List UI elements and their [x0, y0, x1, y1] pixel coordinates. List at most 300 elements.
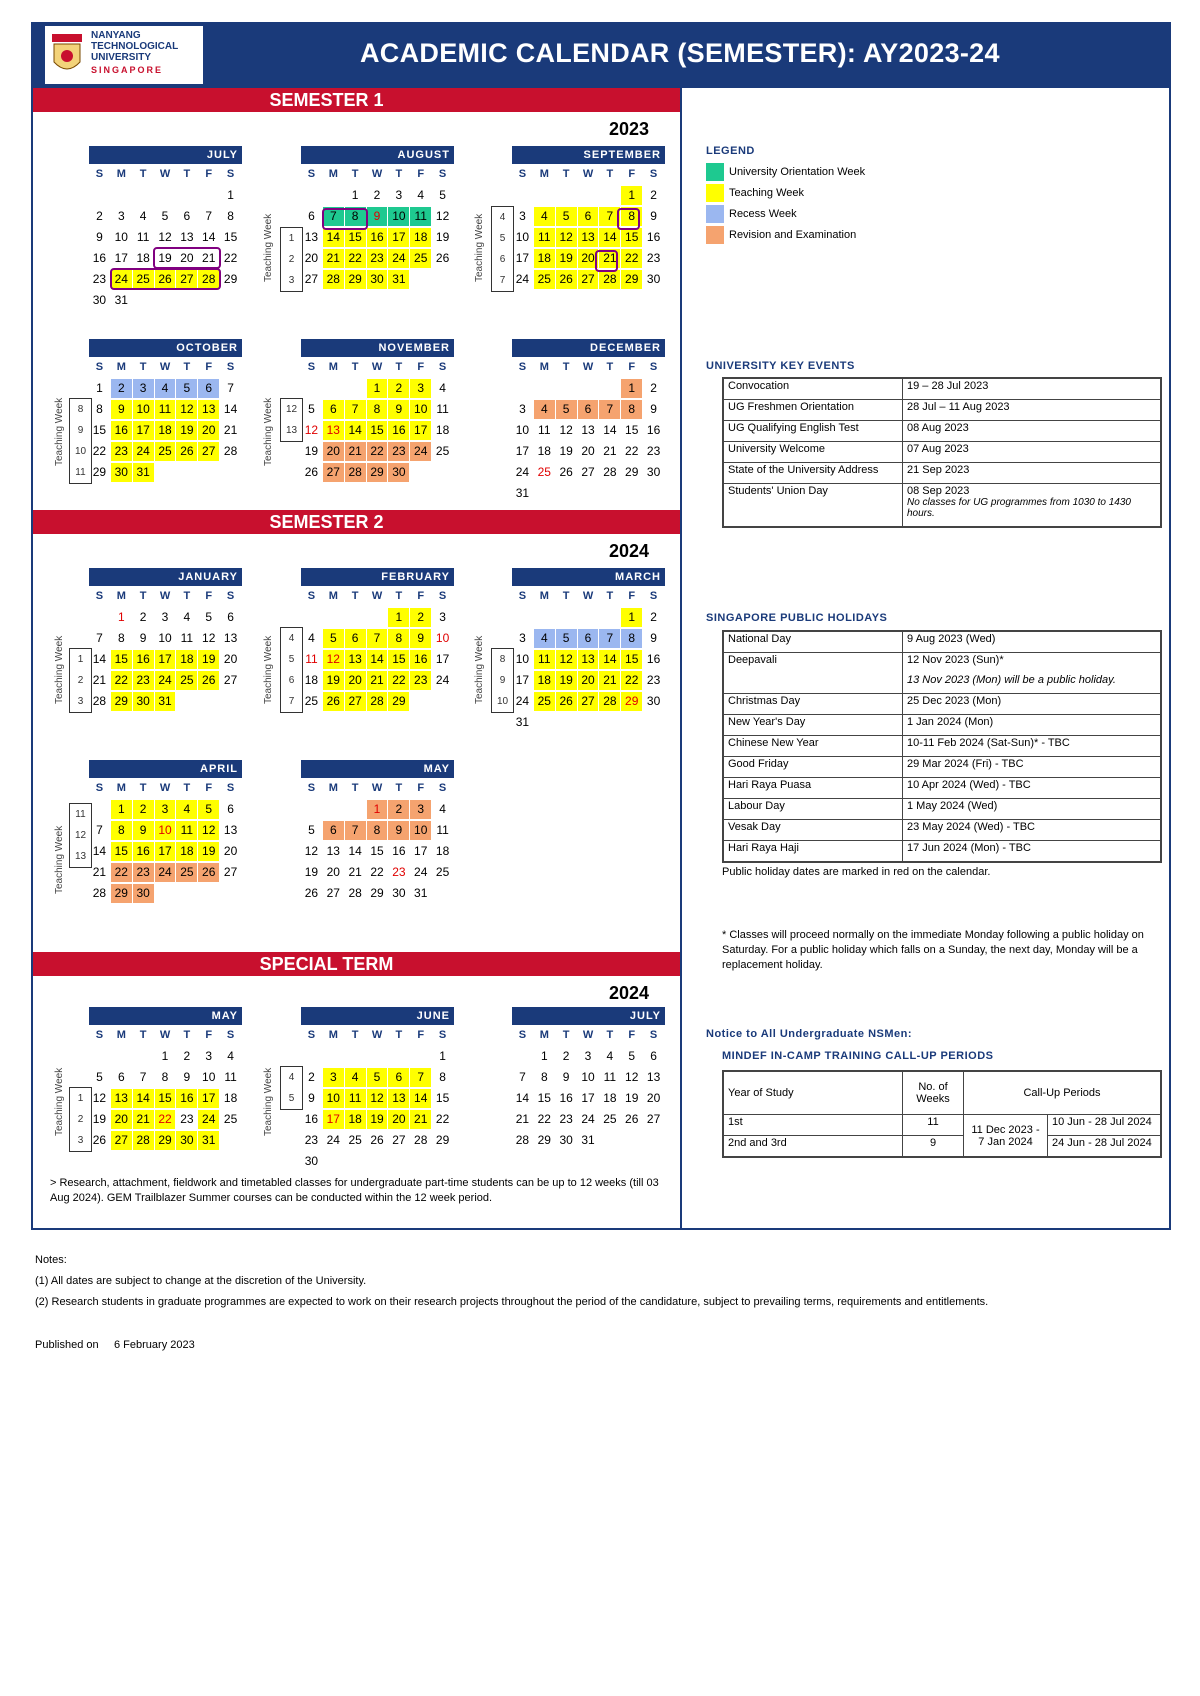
calendar-day: 12: [304, 844, 319, 858]
calendar-day: 12: [198, 821, 219, 840]
month-julST: [512, 1007, 665, 1151]
table-row: University Welcome 07 Aug 2023: [723, 442, 1161, 463]
calendar-day: 30: [388, 463, 409, 482]
calendar-day: 23: [133, 863, 154, 882]
calendar-day: 15: [111, 842, 132, 861]
teaching-week-numbers: 4 5 6 7: [491, 206, 514, 292]
weekday-header: F: [417, 590, 425, 602]
calendar-day: 15: [92, 423, 107, 437]
calendar-day: 15: [345, 228, 366, 247]
calendar-day: 13: [578, 228, 599, 247]
table-row: Convocation 19 – 28 Jul 2023: [723, 378, 1161, 400]
calendar-day: 17: [414, 844, 428, 858]
weekday-header: S: [518, 1029, 527, 1041]
teaching-week-numbers: 8 9 10: [491, 648, 514, 713]
calendar-day: 14: [345, 421, 366, 440]
calendar-day: 24: [155, 671, 176, 690]
holidays-table: [722, 630, 1162, 863]
calendar-day: 9: [562, 1070, 570, 1084]
calendar-day: 4: [308, 631, 315, 645]
calendar-day: 17: [198, 1089, 219, 1108]
calendar-day: 27: [646, 1112, 661, 1126]
weekday-header: T: [351, 168, 359, 180]
month-title: NOVEMBER: [301, 339, 454, 357]
calendar-day: 1: [439, 1049, 446, 1063]
calendar-day: 26: [556, 270, 577, 289]
calendar-day: 17: [515, 251, 530, 265]
note-item: (1) All dates are subject to change at the discretion of the University.: [35, 1275, 367, 1287]
calendar-day: 11: [534, 228, 555, 247]
month-title: OCTOBER: [89, 339, 242, 357]
calendar-day: 6: [198, 379, 219, 398]
calendar-day: 27: [111, 1131, 132, 1150]
weekday-header: S: [226, 361, 235, 373]
calendar-day: 30: [176, 1131, 197, 1150]
calendar-day: 19: [625, 1091, 639, 1105]
calendar-day: 9: [388, 400, 409, 419]
calendar-day: 26: [370, 1133, 384, 1147]
calendar-day: 24: [388, 249, 409, 268]
calendar-day: 20: [326, 865, 340, 879]
calendar-day: 4: [176, 800, 197, 819]
calendar-day: 4: [439, 381, 446, 395]
calendar-day: 28: [599, 270, 620, 289]
calendar-day: 29: [388, 692, 409, 711]
calendar-day: 6: [308, 209, 315, 223]
weekday-header: S: [649, 168, 658, 180]
calendar-day: 17: [114, 251, 128, 265]
calendar-day: 26: [198, 863, 219, 882]
calendar-day: 2: [388, 800, 409, 819]
weekday-header: M: [328, 168, 338, 180]
calendar-day: 28: [367, 692, 388, 711]
calendar-day: 16: [133, 842, 154, 861]
calendar-day: 19: [158, 251, 172, 265]
calendar-day: 8: [621, 400, 642, 419]
calendar-day: 18: [534, 249, 555, 268]
calendar-day: 15: [621, 650, 642, 669]
calendar-day: 28: [515, 1133, 530, 1147]
calendar-day: 29: [345, 270, 366, 289]
calendar-day: 28: [345, 463, 366, 482]
calendar-day: 24: [515, 465, 530, 479]
month-title: MAY: [89, 1007, 242, 1025]
calendar-day: 28: [348, 886, 362, 900]
calendar-day: 13: [304, 230, 319, 244]
calendar-day: 18: [223, 1091, 238, 1105]
weekday-header: S: [307, 361, 316, 373]
calendar-day: 25: [435, 444, 450, 458]
calendar-day: 31: [114, 293, 128, 307]
calendar-day: 24: [111, 270, 132, 289]
calendar-day: 31: [133, 463, 154, 482]
month-mayST: [89, 1007, 242, 1151]
calendar-day: 5: [205, 610, 213, 624]
calendar-day: 3: [519, 209, 526, 223]
calendar-day: 18: [410, 228, 431, 247]
calendar-day: 13: [198, 400, 219, 419]
calendar-day: 27: [578, 270, 599, 289]
calendar-day: 19: [176, 421, 197, 440]
calendar-day: 29: [370, 886, 384, 900]
calendar-day: 29: [155, 1131, 176, 1150]
logo-line-1: NANYANG: [91, 30, 141, 41]
calendar-day: 27: [176, 270, 197, 289]
calendar-day: 30: [646, 465, 661, 479]
calendar-day: 24: [581, 1112, 595, 1126]
weekday-header: F: [628, 361, 636, 373]
calendar-day: 3: [395, 188, 403, 202]
calendar-day: 7: [227, 381, 234, 395]
weekday-header: S: [307, 590, 316, 602]
calendar-day: 3: [410, 800, 431, 819]
calendar-day: 8: [345, 207, 366, 226]
calendar-day: 2: [650, 188, 657, 202]
calendar-day: 8: [227, 209, 234, 223]
calendar-day: 30: [92, 293, 107, 307]
calendar-day: 1: [117, 610, 125, 624]
calendar-day: 8: [367, 821, 388, 840]
calendar-day: 13: [223, 823, 238, 837]
published-label: Published on: [35, 1339, 99, 1351]
calendar-day: 16: [392, 844, 406, 858]
calendar-day: 23: [559, 1112, 573, 1126]
calendar-day: 20: [578, 249, 599, 268]
calendar-day: 22: [223, 251, 238, 265]
calendar-day: 22: [155, 1110, 176, 1129]
month-junST: [301, 1007, 454, 1172]
calendar-day: 27: [223, 673, 238, 687]
weekday-header: W: [582, 168, 594, 180]
weekday-header: T: [395, 1029, 403, 1041]
table-row: National Day 9 Aug 2023 (Wed): [723, 631, 1161, 653]
calendar-day: 11: [305, 652, 318, 666]
table-row: Year of Study No. of Weeks Call-Up Periods: [723, 1071, 1161, 1115]
calendar-day: 24: [414, 865, 428, 879]
weekday-header: M: [328, 361, 338, 373]
column-divider: [680, 88, 682, 1230]
logo-line-2: TECHNOLOGICAL: [91, 41, 179, 52]
calendar-day: 15: [388, 650, 409, 669]
calendar-day: 22: [625, 444, 639, 458]
calendar-day: 24: [326, 1133, 340, 1147]
calendar-day: 7: [323, 207, 344, 226]
calendar-day: 22: [370, 865, 384, 879]
weekday-header: W: [371, 168, 383, 180]
weekday-header: F: [628, 168, 636, 180]
calendar-day: 19: [198, 650, 219, 669]
table-row: Chinese New Year 10-11 Feb 2024 (Sat-Sun)* - TBC: [723, 736, 1161, 757]
calendar-day: 7: [599, 207, 620, 226]
calendar-day: 1: [621, 608, 642, 627]
month-sep23: [512, 146, 665, 290]
calendar-day: 10: [388, 207, 409, 226]
weekday-header: M: [539, 1029, 549, 1041]
calendar-day: 12: [556, 650, 577, 669]
calendar-day: 16: [133, 650, 154, 669]
holidays-note: Public holiday dates are marked in red on the calendar.: [722, 866, 991, 878]
calendar-day: 25: [176, 863, 197, 882]
calendar-day: 11: [224, 1070, 237, 1084]
calendar-day: 8: [161, 1070, 169, 1084]
weekday-header: S: [226, 1029, 235, 1041]
calendar-day: 31: [388, 270, 409, 289]
calendar-day: 10: [155, 821, 176, 840]
weekday-header: M: [539, 361, 549, 373]
calendar-day: 18: [176, 650, 197, 669]
calendar-day: 8: [439, 1070, 446, 1084]
calendar-day: 15: [625, 423, 639, 437]
weekday-header: F: [417, 782, 425, 794]
calendar-day: 31: [515, 715, 530, 729]
calendar-day: 2: [388, 379, 409, 398]
weekday-header: T: [139, 361, 147, 373]
calendar-day: 16: [111, 421, 132, 440]
calendar-day: 25: [603, 1112, 617, 1126]
calendar-day: 8: [117, 631, 125, 645]
calendar-day: 4: [534, 629, 555, 648]
calendar-day: 20: [323, 442, 344, 461]
calendar-day: 17: [581, 1091, 595, 1105]
calendar-day: 7: [96, 631, 103, 645]
weekday-header: W: [159, 168, 171, 180]
calendar-day: 17: [323, 1110, 344, 1129]
calendar-day: 16: [176, 1089, 197, 1108]
weekday-header: S: [649, 590, 658, 602]
weekday-header: W: [159, 1029, 171, 1041]
calendar-day: 24: [515, 272, 530, 286]
calendar-day: 20: [578, 671, 599, 690]
calendar-day: 4: [183, 610, 191, 624]
calendar-day: 15: [537, 1091, 551, 1105]
calendar-day: 25: [534, 692, 555, 711]
calendar-day: 20: [198, 421, 219, 440]
calendar-day: 12: [556, 228, 577, 247]
calendar-day: 29: [435, 1133, 450, 1147]
calendar-day: 4: [155, 379, 176, 398]
calendar-day: 26: [556, 692, 577, 711]
holidays-title: SINGAPORE PUBLIC HOLIDAYS: [706, 612, 888, 624]
calendar-day: 19: [304, 444, 319, 458]
calendar-day: 30: [111, 463, 132, 482]
calendar-day: 6: [578, 207, 599, 226]
legend-item: University Orientation Week: [706, 163, 865, 181]
weekday-header: T: [562, 361, 570, 373]
calendar-day: 6: [650, 1049, 657, 1063]
calendar-day: 2: [650, 381, 657, 395]
calendar-day: 1: [351, 188, 359, 202]
calendar-day: 1: [227, 188, 234, 202]
calendar-day: 23: [180, 1112, 194, 1126]
calendar-day: 14: [92, 652, 107, 666]
calendar-day: 7: [205, 209, 213, 223]
weekday-header: M: [328, 782, 338, 794]
calendar-day: 5: [308, 823, 315, 837]
calendar-day: 3: [519, 631, 526, 645]
weekday-header: F: [417, 361, 425, 373]
calendar-day: 28: [599, 692, 620, 711]
weekday-header: S: [438, 168, 447, 180]
calendar-day: 2: [410, 608, 431, 627]
weekday-header: S: [438, 590, 447, 602]
calendar-day: 7: [139, 1070, 147, 1084]
calendar-day: 16: [646, 230, 661, 244]
teaching-week-label: Teaching Week: [54, 1067, 65, 1137]
calendar-day: 16: [646, 652, 661, 666]
calendar-day: 5: [628, 1049, 636, 1063]
calendar-day: 3: [410, 379, 431, 398]
teaching-week-numbers: 4 5 6 7: [280, 627, 303, 713]
month-title: FEBRUARY: [301, 568, 454, 586]
weekday-header: S: [518, 590, 527, 602]
table-row: 13 Nov 2023 (Mon) will be a public holiday.: [723, 673, 1161, 694]
calendar-day: 8: [621, 629, 642, 648]
calendar-day: 5: [308, 402, 315, 416]
calendar-day: 10: [515, 652, 530, 666]
weekday-header: S: [438, 782, 447, 794]
calendar-day: 7: [599, 400, 620, 419]
legend-item: Recess Week: [706, 205, 797, 223]
weekday-header: W: [582, 361, 594, 373]
published-date: 6 February 2023: [114, 1339, 195, 1351]
weekday-header: T: [351, 1029, 359, 1041]
calendar-day: 16: [304, 1112, 319, 1126]
key-events-title: UNIVERSITY KEY EVENTS: [706, 360, 855, 372]
calendar-day: 11: [436, 823, 449, 837]
calendar-day: 9: [96, 230, 103, 244]
calendar-day: 16: [646, 423, 661, 437]
calendar-day: 25: [176, 671, 197, 690]
calendar-day: 23: [92, 272, 107, 286]
calendar-day: 7: [345, 400, 366, 419]
calendar-day: 8: [367, 400, 388, 419]
calendar-day: 23: [646, 444, 661, 458]
calendar-day: 2: [111, 379, 132, 398]
calendar-day: 12: [323, 650, 344, 669]
weekday-header: S: [518, 361, 527, 373]
logo-line-3: UNIVERSITY: [91, 52, 152, 63]
calendar-day: 15: [370, 844, 384, 858]
teaching-week-numbers: 8 9 10 11: [69, 398, 92, 484]
calendar-day: 5: [198, 800, 219, 819]
calendar-day: 11: [180, 631, 194, 645]
weekday-header: S: [307, 168, 316, 180]
table-row: Christmas Day 25 Dec 2023 (Mon): [723, 694, 1161, 715]
weekday-header: W: [159, 590, 171, 602]
calendar-day: 25: [133, 270, 154, 289]
table-row: 1st 11 11 Dec 2023 - 7 Jan 2024 10 Jun - 28 Jul 2024: [723, 1115, 1161, 1136]
calendar-day: 6: [345, 629, 366, 648]
table-row: UG Qualifying English Test 08 Aug 2023: [723, 421, 1161, 442]
calendar-day: 24: [198, 1110, 219, 1129]
calendar-day: 18: [304, 673, 319, 687]
calendar-day: 5: [556, 400, 577, 419]
calendar-day: 26: [155, 270, 176, 289]
weekday-header: W: [371, 1029, 383, 1041]
calendar-day: 22: [111, 671, 132, 690]
calendar-day: 21: [599, 671, 620, 690]
calendar-day: 2: [650, 610, 657, 624]
calendar-day: 3: [117, 209, 125, 223]
calendar-day: 25: [223, 1112, 238, 1126]
calendar-day: 2: [308, 1070, 315, 1084]
calendar-day: 21: [323, 249, 344, 268]
calendar-day: 28: [198, 270, 219, 289]
calendar-day: 19: [556, 671, 577, 690]
calendar-day: 14: [348, 844, 362, 858]
calendar-day: 10: [581, 1070, 595, 1084]
calendar-day: 10: [435, 631, 450, 645]
calendar-day: 13: [326, 844, 340, 858]
calendar-day: 12: [92, 1091, 107, 1105]
calendar-day: 12: [367, 1089, 388, 1108]
calendar-day: 4: [606, 1049, 614, 1063]
calendar-day: 14: [599, 228, 620, 247]
month-title: APRIL: [89, 760, 242, 778]
calendar-day: 28: [133, 1131, 154, 1150]
calendar-day: 21: [515, 1112, 530, 1126]
semester-1-year: 2023: [609, 119, 650, 139]
calendar-day: 30: [367, 270, 388, 289]
calendar-day: 16: [388, 421, 409, 440]
weekday-header: T: [562, 168, 570, 180]
calendar-day: 18: [345, 1110, 366, 1129]
calendar-day: 21: [92, 673, 107, 687]
weekday-header: S: [438, 361, 447, 373]
calendar-day: 19: [367, 1110, 388, 1129]
weekday-header: F: [628, 1029, 636, 1041]
calendar-day: 8: [111, 821, 132, 840]
calendar-day: 15: [155, 1089, 176, 1108]
calendar-day: 16: [410, 650, 431, 669]
calendar-day: 1: [367, 800, 388, 819]
calendar-day: 4: [139, 209, 147, 223]
calendar-day: 9: [133, 821, 154, 840]
calendar-day: 21: [603, 444, 617, 458]
teaching-week-label: Teaching Week: [263, 635, 274, 705]
weekday-header: M: [116, 168, 126, 180]
weekday-header: S: [518, 168, 527, 180]
calendar-day: 9: [111, 400, 132, 419]
calendar-day: 21: [345, 442, 366, 461]
weekday-header: W: [582, 590, 594, 602]
calendar-day: 20: [223, 844, 238, 858]
calendar-day: 17: [515, 444, 530, 458]
calendar-day: 14: [323, 228, 344, 247]
table-row: Hari Raya Haji 17 Jun 2024 (Mon) - TBC: [723, 841, 1161, 863]
calendar-day: 10: [114, 230, 128, 244]
calendar-day: 17: [410, 421, 431, 440]
calendar-day: 3: [323, 1068, 344, 1087]
calendar-day: 9: [388, 821, 409, 840]
month-mar24: [512, 568, 665, 733]
teaching-week-label: Teaching Week: [263, 397, 274, 467]
month-feb24: [301, 568, 454, 712]
calendar-day: 3: [519, 402, 526, 416]
calendar-day: 21: [133, 1110, 154, 1129]
calendar-day: 31: [155, 692, 176, 711]
weekday-header: T: [183, 782, 191, 794]
calendar-day: 12: [158, 230, 172, 244]
calendar-day: 3: [161, 610, 169, 624]
calendar-day: 6: [117, 1070, 125, 1084]
weekday-header: W: [159, 361, 171, 373]
calendar-day: 1: [367, 379, 388, 398]
calendar-day: 2: [373, 188, 381, 202]
calendar-day: 27: [198, 442, 219, 461]
weekday-header: M: [116, 1029, 126, 1041]
calendar-day: 13: [345, 650, 366, 669]
